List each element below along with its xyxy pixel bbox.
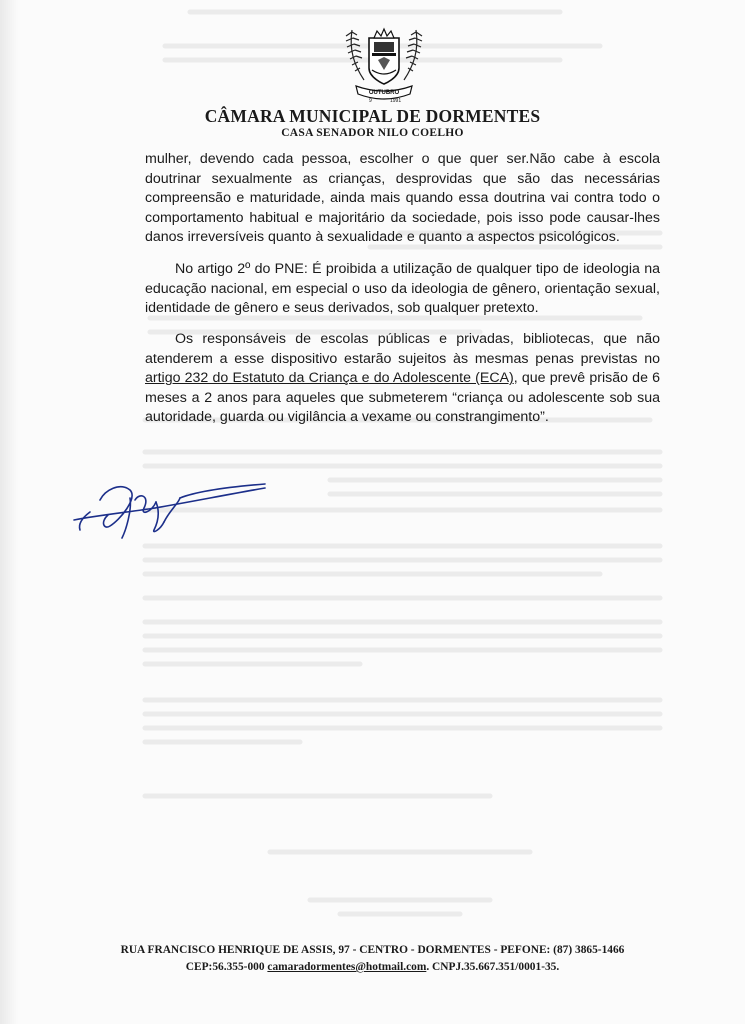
footer-contact: [0, 961, 745, 973]
paragraph-1: mulher, devendo cada pessoa, escolher o que quer ser.Não cabe à escola doutrinar sexualmente as crianças, desprovidas que são das necessárias compreensão e maturidade, ainda mais quando essa doutrina vai contra todo o comportamento habitual e majoritário da sociedade, pois isso pode causar-lhes danos irreversíveis quanto à sexualidade e quanto a aspectos psicológicos.: [145, 151, 660, 246]
crest-day-text: 9: [369, 98, 372, 104]
handwritten-signature: [60, 460, 330, 545]
paragraph-3-intro: Os responsáveis de escolas públicas e privadas, bibliotecas, que não atenderem a esse dispositivo estarão sujeitos às mesmas penas previstas no: [145, 331, 660, 367]
footer-email: camaradormentes@hotmail.com: [267, 961, 427, 973]
footer-cep: CEP:56.355-000: [185, 961, 268, 973]
paragraph-3-rest: , que prevê prisão de 6 meses a 2 anos para aqueles que submeterem “criança ou adolescente sob sua autoridade, guarda ou vigilância a vexame ou constrangimento”.: [145, 370, 661, 426]
institution-name: CÂMARA MUNICIPAL DE DORMENTES: [204, 106, 541, 126]
crest-year-text: 1991: [390, 98, 402, 104]
footer-address: RUA FRANCISCO HENRIQUE DE ASSIS, 97 - CENTRO - DORMENTES - PEFONE: (87) 3865-1466: [120, 944, 625, 956]
institution-subtitle: CASA SENADOR NILO COELHO: [281, 127, 464, 139]
municipal-crest-icon: [334, 20, 434, 106]
footer-cnpj: . CNPJ.35.667.351/0001-35.: [426, 961, 560, 973]
eca-article-reference: artigo 232 do Estatuto da Criança e do Adolescente (ECA): [145, 370, 514, 387]
paragraph-3: [145, 330, 660, 428]
paragraph-2: No artigo 2º do PNE: É proibida a utilização de qualquer tipo de ideologia na educação nacional, em especial o uso da ideologia de gênero, orientação sexual, identidade de gênero e seus derivados, sob qualquer pretexto.: [145, 261, 660, 317]
crest-ribbon-text: OUTUBRO: [368, 90, 400, 96]
